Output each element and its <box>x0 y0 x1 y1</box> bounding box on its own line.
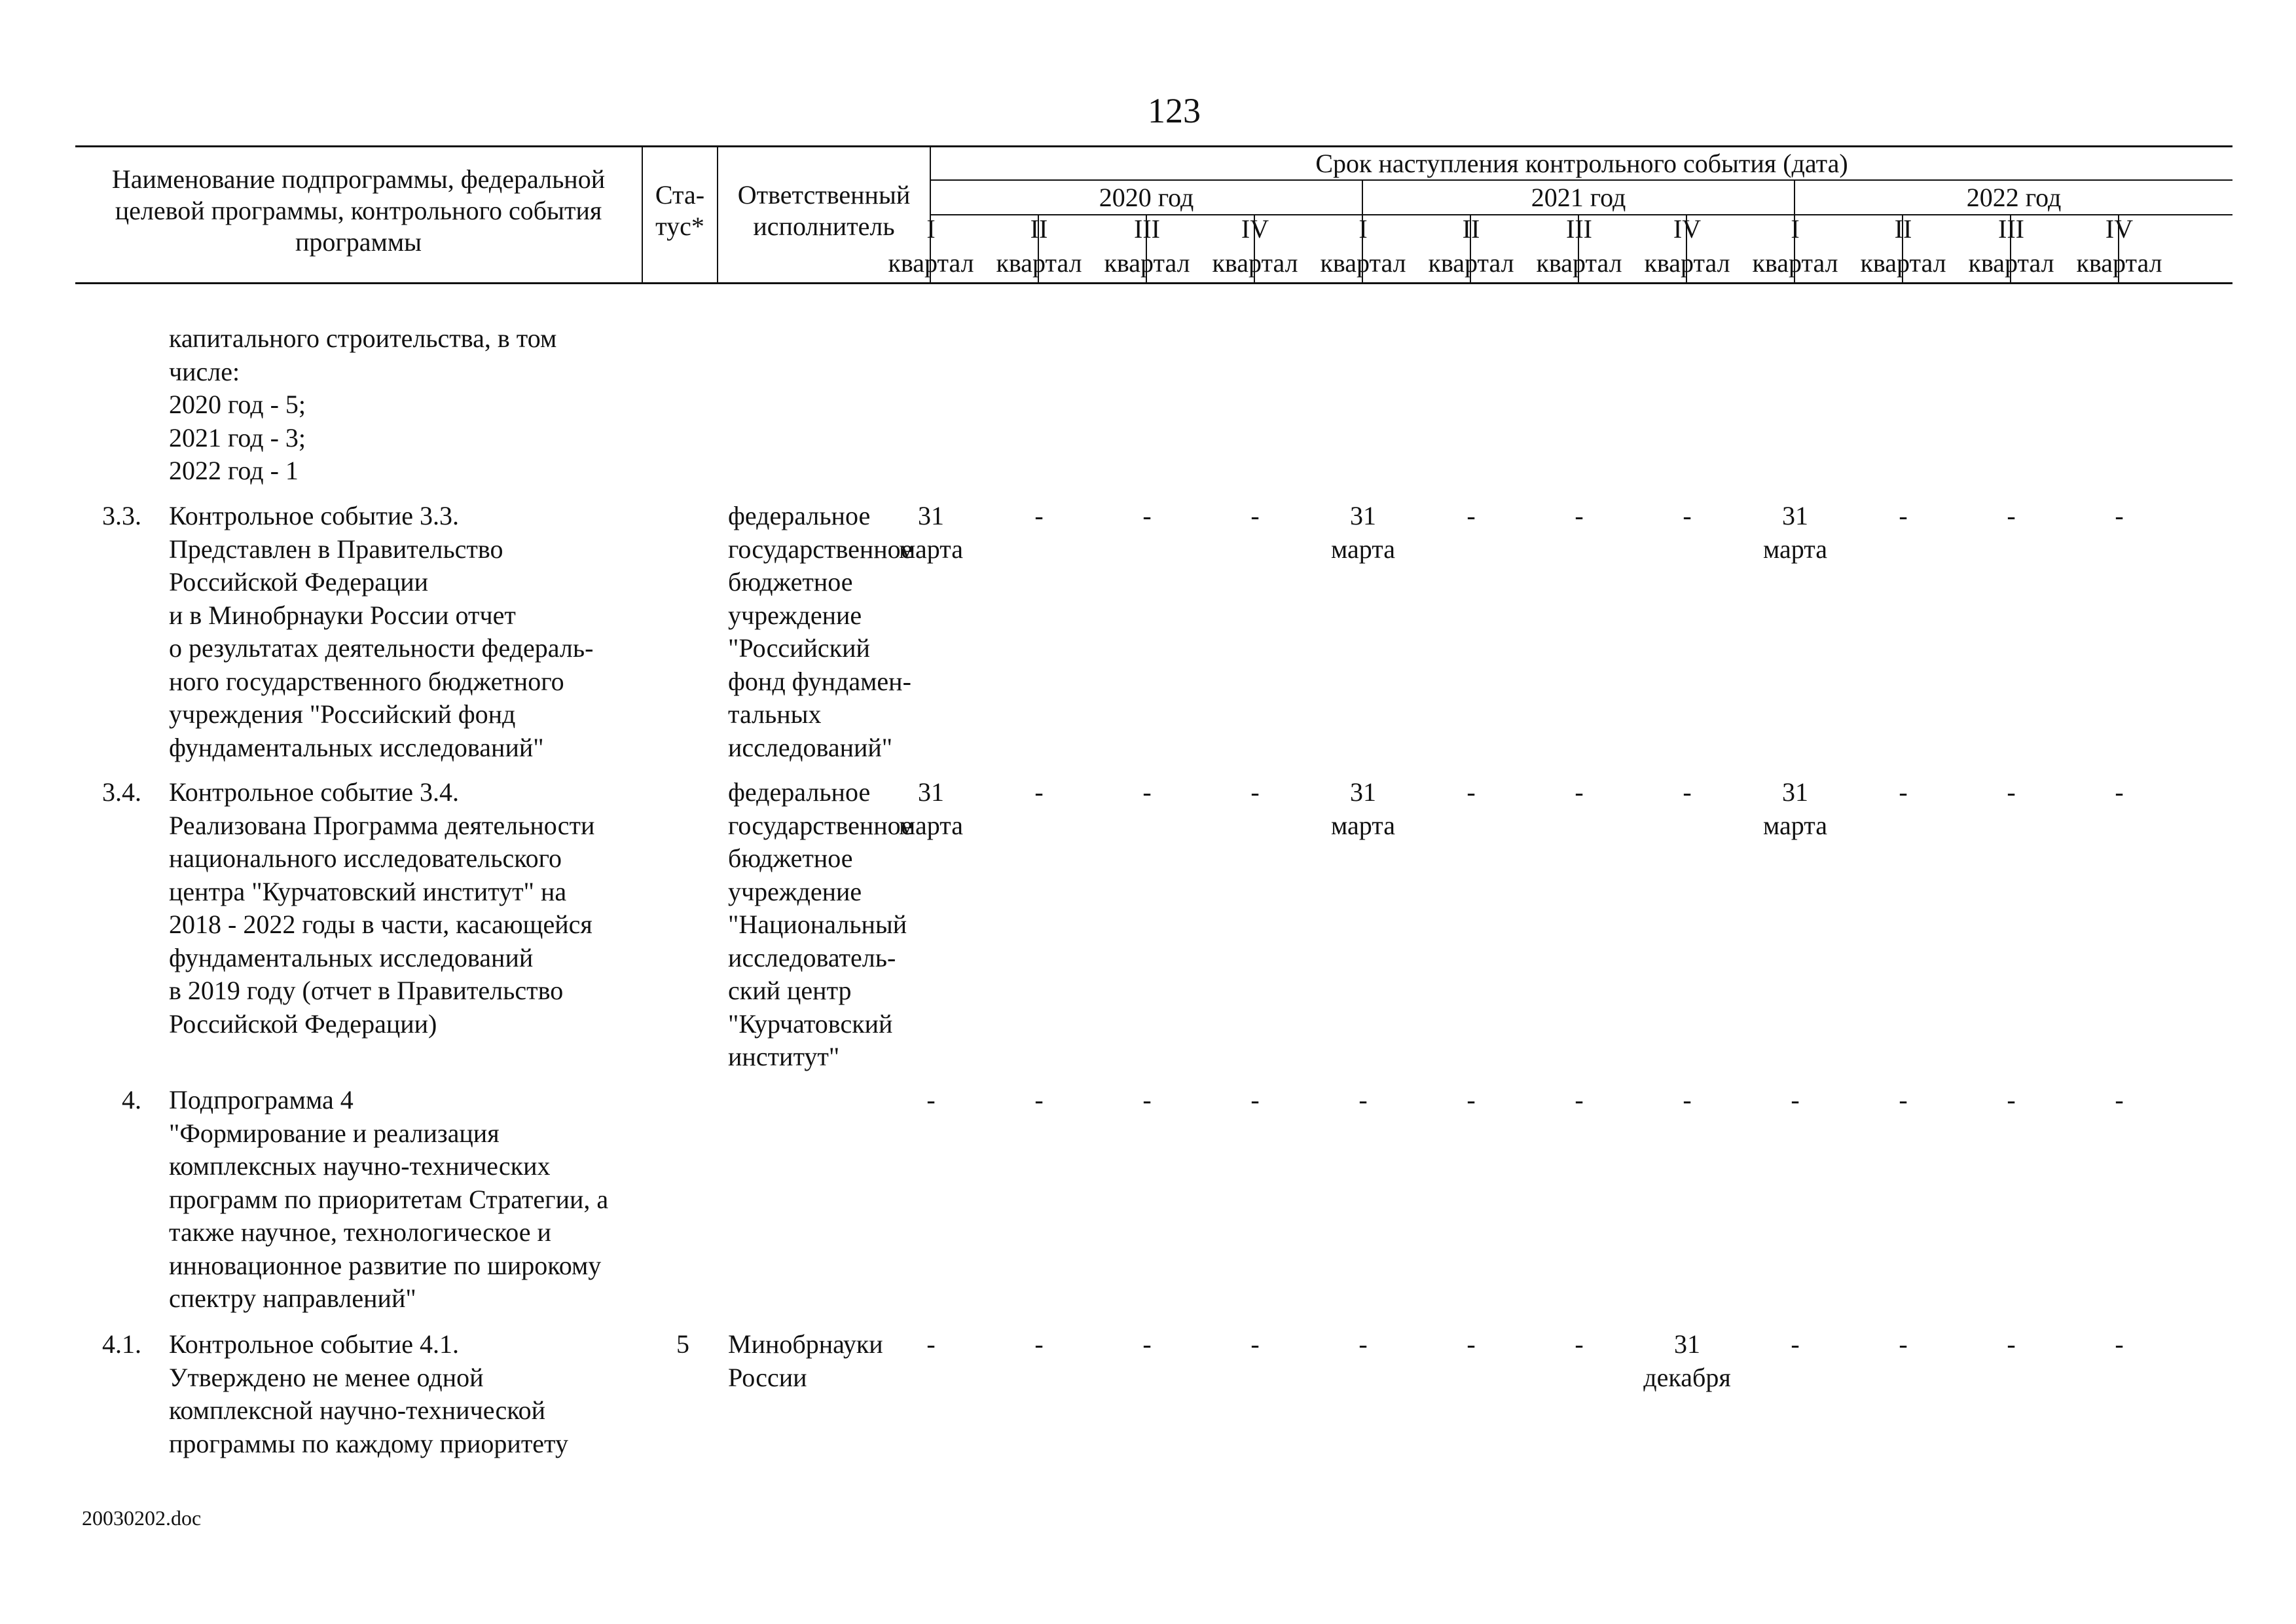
header-quarter-word: квартал <box>1104 248 1190 278</box>
quarter-cell: - <box>1791 1329 1800 1359</box>
document-filename: 20030202.doc <box>82 1506 202 1530</box>
header-quarter-word: квартал <box>2076 248 2162 278</box>
quarter-cell: - <box>1142 777 1152 807</box>
quarter-cell: - <box>1899 501 1908 530</box>
quarter-cell: - <box>1250 501 1260 530</box>
quarter-cell: - <box>2007 1329 2016 1359</box>
quarter-cell: - <box>1250 1329 1260 1359</box>
row-name: Контрольное событие 3.3. Представлен в Правительство Российской Федерации и в Минобрнауки России отчет о результатах деятельности федераль- ного государственного бюджетного учреждения "Российский фонд фундаментальных исследований" <box>169 501 594 762</box>
header-quarter-numeral: IV <box>2105 214 2134 244</box>
header-years-rule <box>930 179 2232 181</box>
row-number: 3.3. <box>102 501 141 530</box>
quarter-cell: - <box>2007 1085 2016 1115</box>
quarter-cell: - <box>1467 1329 1476 1359</box>
row-status: 5 <box>676 1329 689 1359</box>
header-quarter-numeral: II <box>1462 214 1480 244</box>
header-year-2020: 2020 год <box>1099 183 1194 212</box>
quarter-cell: - <box>1142 1329 1152 1359</box>
header-bottom-rule <box>75 282 2232 284</box>
quarter-cell: - <box>1575 501 1584 530</box>
quarter-cell: 31 марта <box>1331 777 1395 840</box>
row-name: Подпрограмма 4 "Формирование и реализация комплексных научно-технических программ по приоритетам Стратегии, а также научное, технологическое и инновационное развитие по широкому спектру направлений" <box>169 1085 609 1313</box>
row-name: Контрольное событие 3.4. Реализована Программа деятельности национального исследовательского центра "Курчатовский институт" на 2018 - 2022 годы в части, касающейся фундаментальных исследований в 2019 году (отчет в Правительство Российской Федерации) <box>169 777 595 1039</box>
header-quarter-word: квартал <box>1752 248 1838 278</box>
header-name-column: Наименование подпрограммы, федеральной целевой программы, контрольного события программы <box>111 164 606 257</box>
quarter-cell: 31 марта <box>1331 501 1395 564</box>
row-number: 4.1. <box>102 1329 141 1359</box>
quarter-cell: - <box>1683 501 1692 530</box>
quarter-cell: - <box>1034 777 1044 807</box>
quarter-cell: - <box>1575 777 1584 807</box>
header-quarter-word: квартал <box>1860 248 1946 278</box>
quarter-cell: - <box>1683 1085 1692 1115</box>
quarter-cell: 31 марта <box>899 501 963 564</box>
row-name: Контрольное событие 4.1. Утверждено не менее одной комплексной научно-технической программы по каждому приоритету <box>169 1329 568 1458</box>
quarter-cell: 31 марта <box>899 777 963 840</box>
quarter-cell: - <box>1575 1085 1584 1115</box>
header-quarter-word: квартал <box>996 248 1082 278</box>
header-quarter-word: квартал <box>888 248 974 278</box>
header-quarter-numeral: III <box>1134 214 1160 244</box>
quarter-cell: - <box>2007 501 2016 530</box>
header-quarter-word: квартал <box>1968 248 2054 278</box>
header-quarter-word: квартал <box>1428 248 1514 278</box>
quarter-cell: - <box>1034 1085 1044 1115</box>
quarter-cell: - <box>1575 1329 1584 1359</box>
quarter-cell: - <box>1791 1085 1800 1115</box>
quarter-cell: - <box>1250 777 1260 807</box>
row-number: 4. <box>122 1085 141 1115</box>
quarter-cell: - <box>1899 777 1908 807</box>
quarter-cell: 31 марта <box>1763 501 1827 564</box>
header-year-2021: 2021 год <box>1531 183 1626 212</box>
header-responsible-line2: исполнитель <box>753 212 895 241</box>
table-header <box>75 145 2232 283</box>
header-quarter-word: квартал <box>1536 248 1622 278</box>
header-quarter-word: квартал <box>1644 248 1730 278</box>
header-quarter-numeral: I <box>926 214 936 244</box>
quarter-cell: - <box>2115 1085 2124 1115</box>
quarter-cell: - <box>1142 501 1152 530</box>
header-quarter-numeral: III <box>1998 214 2024 244</box>
quarter-cell: - <box>1358 1085 1368 1115</box>
quarter-cell: - <box>1899 1085 1908 1115</box>
header-status-line2: тус* <box>655 212 704 241</box>
header-year-2022: 2022 год <box>1966 183 2062 212</box>
quarter-cell: - <box>1034 1329 1044 1359</box>
quarter-cell: 31 марта <box>1763 777 1827 840</box>
header-quarter-word: квартал <box>1212 248 1298 278</box>
quarter-cell: - <box>1034 501 1044 530</box>
quarter-cell: - <box>1358 1329 1368 1359</box>
header-quarter-numeral: I <box>1358 214 1368 244</box>
header-quarter-word: квартал <box>1320 248 1406 278</box>
quarter-cell: - <box>1250 1085 1260 1115</box>
header-quarter-numeral: IV <box>1673 214 1702 244</box>
header-quarter-numeral: II <box>1030 214 1048 244</box>
header-quarter-numeral: I <box>1791 214 1800 244</box>
header-quarter-numeral: III <box>1566 214 1592 244</box>
quarter-cell: - <box>1467 501 1476 530</box>
header-status-line1: Ста- <box>655 180 705 210</box>
header-quarter-numeral: IV <box>1241 214 1269 244</box>
header-deadline: Срок наступления контрольного события (дата) <box>1315 149 1848 178</box>
quarter-cell: - <box>2115 501 2124 530</box>
quarter-cell: - <box>1467 777 1476 807</box>
quarter-cell: - <box>2115 777 2124 807</box>
quarter-cell: - <box>926 1329 936 1359</box>
page-number: 123 <box>1148 91 1201 130</box>
quarter-cell: - <box>1142 1085 1152 1115</box>
row-name: капитального строительства, в том числе: 2020 год - 5; 2021 год - 3; 2022 год - 1 <box>169 323 557 485</box>
row-responsible: федеральное государственное бюджетное учреждение "Национальный исследователь- ский центр "Курчатовский институт" <box>728 777 913 1071</box>
quarter-cell: - <box>2115 1329 2124 1359</box>
header-top-rule <box>75 145 2232 147</box>
quarter-cell: - <box>1683 777 1692 807</box>
row-number: 3.4. <box>102 777 141 807</box>
quarter-cell: - <box>926 1085 936 1115</box>
quarter-cell: - <box>1899 1329 1908 1359</box>
quarter-cell: - <box>2007 777 2016 807</box>
quarter-cell: 31 декабря <box>1643 1329 1731 1392</box>
header-responsible-line1: Ответственный <box>737 180 911 210</box>
row-responsible: Минобрнауки России <box>728 1329 883 1392</box>
row-responsible: федеральное государственное бюджетное учреждение "Российский фонд фундамен- тальных исследований" <box>728 501 913 762</box>
quarter-cell: - <box>1467 1085 1476 1115</box>
header-quarter-numeral: II <box>1894 214 1912 244</box>
